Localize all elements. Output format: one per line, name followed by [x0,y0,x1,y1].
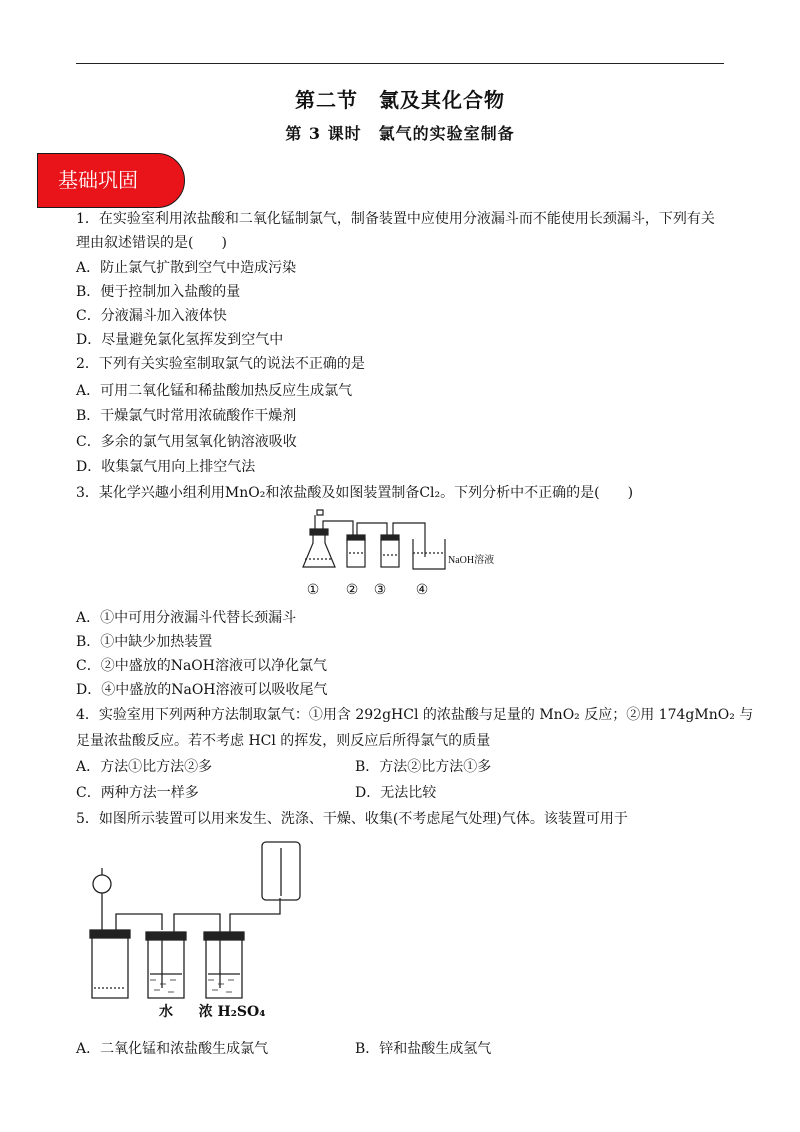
q5-option-b: B．锌和盐酸生成氢气 [355,1041,492,1057]
q2-option-c: C．多余的氯气用氢氧化钠溶液吸收 [76,434,297,450]
q4-stem-line1: 4．实验室用下列两种方法制取氯气：①用含 292gHCl 的浓盐酸与足量的 MnO₂ 反应；②用 174gMnO₂ 与 [76,707,754,723]
q1-option-a: A．防止氯气扩散到空气中造成污染 [76,260,297,276]
q1-option-d: D．尽量避免氯化氢挥发到空气中 [76,332,284,348]
q4-stem-line2: 足量浓盐酸反应。若不考虑 HCl 的挥发，则反应后所得氯气的质量 [76,733,491,749]
q1-option-b: B．便于控制加入盐酸的量 [76,284,241,300]
funnel-bulb [93,875,111,893]
mark-2: ② [345,582,359,598]
q4-option-a: A．方法①比方法②多 [76,759,213,775]
tube-b-c [174,914,220,988]
water-bottle [148,938,184,998]
bottle-3 [381,539,399,567]
header-rule [76,63,724,64]
q3-apparatus-figure [295,505,510,600]
q5-option-a: A．二氧化锰和浓盐酸生成氯气 [76,1041,269,1057]
mark-4: ④ [415,582,429,598]
q4-option-b: B．方法②比方法①多 [355,759,492,775]
water-label: 水 [159,1004,173,1020]
q2-stem: 2．下列有关实验室制取氯气的说法不正确的是 [76,356,365,372]
beaker-4 [413,539,445,569]
acid-bottle [206,938,242,998]
q1-stem-line2: 理由叙述错误的是( ) [76,235,227,251]
acid-label: 浓 H₂SO₄ [198,1004,266,1020]
q3-stem: 3．某化学兴趣小组利用MnO₂和浓盐酸及如图装置制备Cl₂。下列分析中不正确的是( ) [76,485,634,501]
generator-bottle [92,936,128,998]
q4-option-d: D．无法比较 [355,785,437,801]
tube-c-d [230,898,280,932]
section-banner: 基础巩固 [37,153,185,208]
page-subtitle: 第 3 课时 氯气的实验室制备 [285,124,515,143]
q5-stem: 5．如图所示装置可以用来发生、洗涤、干燥、收集(不考虑尾气处理)气体。该装置可用于 [76,811,628,827]
q3-option-c: C．②中盛放的NaOH溶液可以净化氯气 [76,658,327,674]
tube-2-3 [357,523,387,535]
flask-1-stopper [310,529,328,535]
q5-apparatus-figure [80,838,320,1033]
q4-option-c: C．两种方法一样多 [76,785,199,801]
q2-option-a: A．可用二氧化锰和稀盐酸加热反应生成氯气 [76,383,353,399]
q1-stem-line1: 1．在实验室利用浓盐酸和二氧化锰制氯气，制备装置中应使用分液漏斗而不能使用长颈漏斗，下列有关 [76,211,715,227]
funnel-1 [315,510,323,529]
q2-option-d: D．收集氯气用向上排空气法 [76,459,256,475]
naoh-label: NaOH溶液 [448,555,495,566]
q2-option-b: B．干燥氯气时常用浓硫酸作干燥剂 [76,408,297,424]
q3-option-b: B．①中缺少加热装置 [76,634,213,650]
mark-1: ① [306,582,320,598]
flask-1 [303,533,335,567]
q3-option-a: A．①中可用分液漏斗代替长颈漏斗 [76,610,297,626]
q3-option-d: D．④中盛放的NaOH溶液可以吸收尾气 [76,682,328,698]
tube-a-b [116,914,162,930]
q1-option-c: C．分液漏斗加入液体快 [76,308,227,324]
mark-3: ③ [373,582,387,598]
page-title: 第二节 氯及其化合物 [295,88,505,112]
